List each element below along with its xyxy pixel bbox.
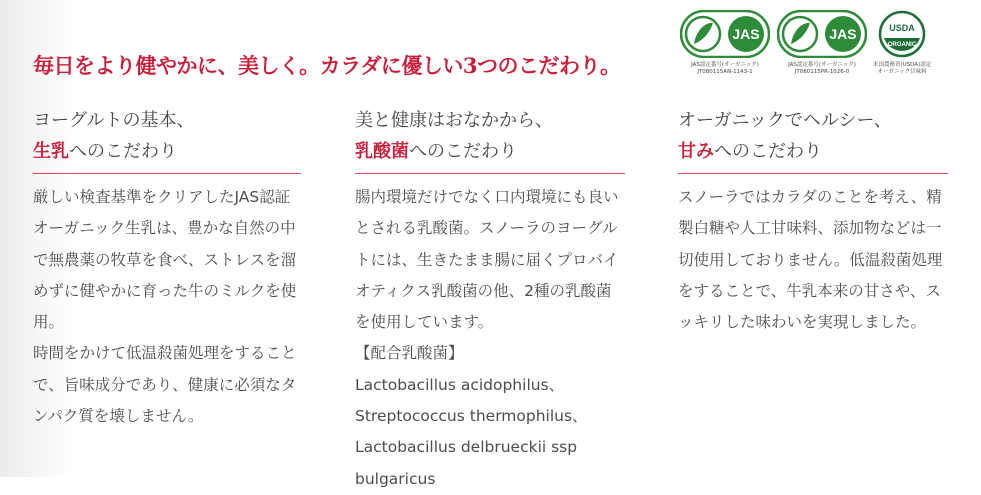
- body-paragraph: 腸内環境だけでなく口内環境にも良いとされる乳酸菌。スノーラのヨーグルトには、生きたまま腸に届くプロバイオティクス乳酸菌の他、2種の乳酸菌を使用しています。: [355, 188, 619, 332]
- certification-logos: [680, 10, 940, 80]
- feature-column-lactic-acid-bacteria: [355, 105, 625, 495]
- usda-seal-bottom-text: ORGANIC: [887, 42, 917, 48]
- body-paragraph: 厳しい検査基準をクリアしたJAS認証オーガニック生乳は、豊かな自然の中で無農薬の牧草を食べ、ストレスを溜めずに健やかに育った牛のミルクを使用。: [33, 188, 297, 332]
- bacteria-name: Lactobacillus acidophilus、: [355, 375, 565, 394]
- usda-caption: [873, 62, 931, 76]
- column-heading-accent: 生乳: [33, 141, 69, 162]
- column-body: [33, 182, 301, 432]
- usda-caption-line1: 米国農務省(USDA)認定: [873, 62, 932, 68]
- jas-caption-2: [777, 62, 867, 76]
- column-heading-accent: 甘み: [678, 141, 714, 162]
- column-heading-accent: 乳酸菌: [355, 141, 409, 162]
- usda-seal-top-text: USDA: [889, 23, 915, 33]
- column-body: [678, 182, 948, 338]
- jas-logo-icon: [777, 10, 867, 58]
- jas-certification-2: [777, 10, 867, 76]
- jas-logo-text: JAS: [732, 26, 760, 42]
- column-heading-rest: へのこだわり: [69, 141, 177, 162]
- column-heading-line2: [678, 136, 948, 167]
- column-heading-line2: [355, 136, 625, 167]
- bacteria-name: Lactobacillus delbrueckii ssp bulgaricus: [355, 438, 578, 488]
- feature-column-raw-milk: [33, 105, 301, 432]
- usda-organic-seal-icon: [878, 10, 926, 58]
- jas-caption-label: JAS認定番号(オーガニック): [788, 62, 856, 68]
- usda-caption-line2: オーガニック甘味料: [877, 69, 927, 75]
- column-body: [355, 182, 625, 495]
- jas-caption-1: [680, 62, 770, 76]
- column-heading-line1: 美と健康はおなかから、: [355, 110, 553, 131]
- bacteria-list-label: 【配合乳酸菌】: [355, 344, 464, 363]
- bacteria-name: Streptococcus thermophilus、: [355, 407, 588, 426]
- feature-column-sweetness: [678, 105, 948, 338]
- jas-caption-label: JAS認定番号(オーガニック): [691, 62, 759, 68]
- column-heading: [33, 105, 301, 174]
- jas-caption-number: JT080115PR-1026-0: [794, 69, 850, 75]
- jas-caption-number: JT080115AN-1143-1: [697, 69, 753, 75]
- column-heading: [355, 105, 625, 174]
- column-heading: [678, 105, 948, 174]
- usda-certification: [873, 10, 931, 76]
- column-heading-line2: [33, 136, 301, 167]
- column-heading-rest: へのこだわり: [714, 141, 822, 162]
- column-heading-line1: ヨーグルトの基本、: [33, 110, 195, 131]
- body-paragraph: スノーラではカラダのことを考え、精製白糖や人工甘味料、添加物などは一切使用しておりません。低温殺菌処理をすることで、牛乳本来の甘さや、スッキリした味わいを実現しました。: [678, 188, 943, 332]
- column-heading-line1: オーガニックでヘルシー、: [678, 110, 892, 131]
- jas-logo-icon: [680, 10, 770, 58]
- jas-logo-text: JAS: [829, 26, 857, 42]
- page-headline: 毎日をより健やかに、美しく。カラダに優しい3つのこだわり。: [33, 53, 621, 78]
- column-heading-rest: へのこだわり: [409, 141, 517, 162]
- body-paragraph: 時間をかけて低温殺菌処理をすることで、旨味成分であり、健康に必須なタンパク質を壊しません。: [33, 344, 297, 426]
- jas-certification-1: [680, 10, 770, 76]
